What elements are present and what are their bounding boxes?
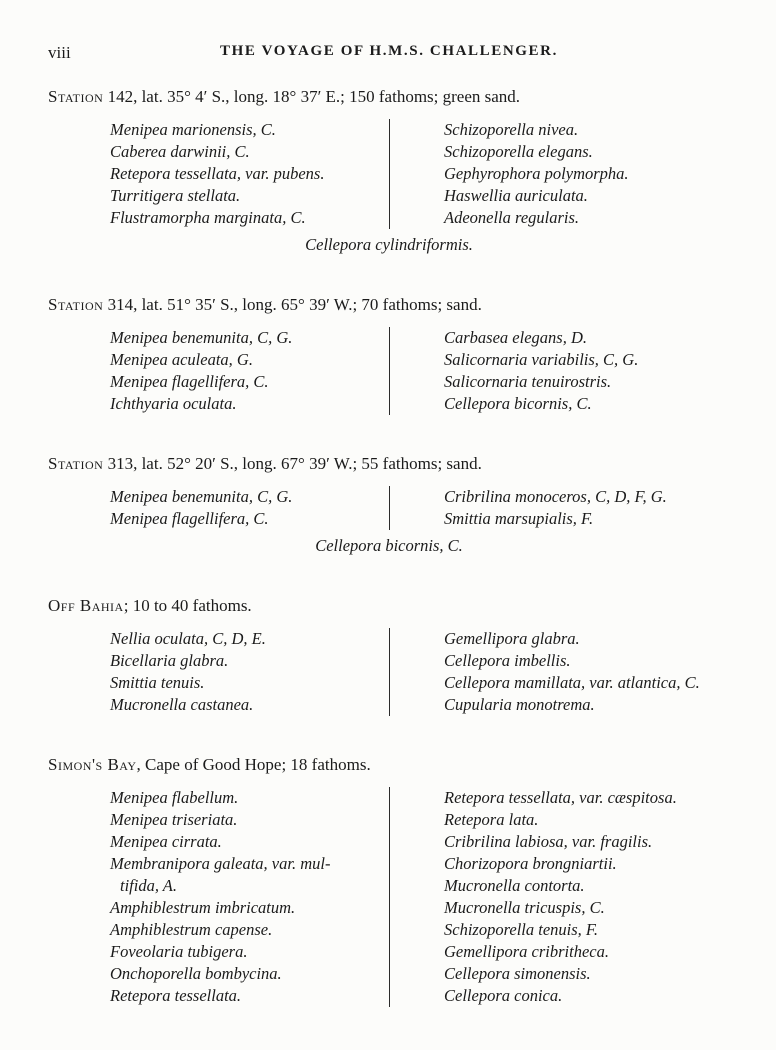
species-line: Cellepora simonensis.: [444, 964, 591, 983]
species-item: [110, 327, 389, 349]
section-heading: [48, 453, 730, 475]
species-item: [110, 672, 389, 694]
species-line: Gemellipora cribritheca.: [444, 942, 609, 961]
species-line: Membranipora galeata, var. mul-: [110, 854, 331, 873]
species-item: [444, 694, 730, 716]
species-line: Haswellia auriculata.: [444, 186, 588, 205]
species-line: Bicellaria glabra.: [110, 651, 229, 670]
species-line: Turritigera stellata.: [110, 186, 241, 205]
species-column-left: [48, 628, 389, 716]
species-item: [110, 853, 389, 897]
species-line: Salicornaria variabilis, C, G.: [444, 350, 639, 369]
species-line: Ichthyaria oculata.: [110, 394, 237, 413]
section-heading: [48, 595, 730, 617]
species-item: [110, 650, 389, 672]
species-item: [110, 919, 389, 941]
section-heading: [48, 294, 730, 316]
species-column-left: [48, 486, 389, 530]
running-title: THE VOYAGE OF H.M.S. CHALLENGER.: [220, 43, 558, 59]
species-column-left: [48, 119, 389, 229]
heading-text: , Cape of Good Hope; 18 fathoms.: [136, 755, 371, 774]
species-item: [444, 809, 730, 831]
section-heading: [48, 86, 730, 108]
species-line: Retepora tessellata, var. pubens.: [110, 164, 325, 183]
species-line: Mucronella tricuspis, C.: [444, 898, 605, 917]
species-item: [444, 853, 730, 875]
species-line: Menipea aculeata, G.: [110, 350, 253, 369]
heading-smallcaps: Off Bahia: [48, 596, 124, 615]
species-line: Onchoporella bombycina.: [110, 964, 282, 983]
species-column-right: [390, 486, 730, 530]
species-line: Retepora tessellata.: [110, 986, 242, 1005]
heading-smallcaps: Station: [48, 87, 104, 106]
species-columns: [48, 119, 730, 229]
heading-smallcaps: Station: [48, 454, 104, 473]
centered-species: Cellepora bicornis, C.: [315, 536, 463, 555]
species-item: [444, 163, 730, 185]
species-columns: [48, 327, 730, 415]
heading-text: 142, lat. 35° 4′ S., long. 18° 37′ E.; 150 fathoms; green sand.: [103, 87, 521, 106]
page-header: [48, 42, 730, 64]
species-item: [110, 393, 389, 415]
species-item: [444, 207, 730, 229]
species-item: [110, 371, 389, 393]
species-line: Gephyrophora polymorpha.: [444, 164, 629, 183]
species-line: Flustramorpha marginata, C.: [110, 208, 306, 227]
species-columns: [48, 787, 730, 1007]
species-item: [444, 628, 730, 650]
species-column-right: [390, 327, 730, 415]
species-line: Menipea benemunita, C, G.: [110, 487, 293, 506]
heading-text: ; 10 to 40 fathoms.: [123, 596, 252, 615]
species-item: [444, 897, 730, 919]
species-column-right: [390, 628, 730, 716]
species-line: Carbasea elegans, D.: [444, 328, 587, 347]
species-item: [110, 941, 389, 963]
species-item: [110, 486, 389, 508]
centered-species: Cellepora cylindriformis.: [305, 235, 473, 254]
species-item: [444, 119, 730, 141]
station-section: [48, 294, 730, 415]
species-line: Schizoporella elegans.: [444, 142, 593, 161]
species-item: [444, 486, 730, 508]
species-line: Schizoporella nivea.: [444, 120, 579, 139]
species-line: Chorizopora brongniartii.: [444, 854, 617, 873]
species-column-left: [48, 787, 389, 1007]
species-item: [110, 163, 389, 185]
species-line: Cupularia monotrema.: [444, 695, 595, 714]
species-item: [110, 831, 389, 853]
species-line: Schizoporella tenuis, F.: [444, 920, 598, 939]
species-item: [444, 672, 730, 694]
species-item: [110, 185, 389, 207]
species-item: [444, 185, 730, 207]
species-item: [110, 141, 389, 163]
species-line: Gemellipora glabra.: [444, 629, 580, 648]
sections-container: [48, 86, 730, 1007]
species-line: Cribrilina labiosa, var. fragilis.: [444, 832, 653, 851]
species-item: [110, 985, 389, 1007]
species-item: [444, 371, 730, 393]
species-column-right: [390, 119, 730, 229]
species-line: tifida, A.: [120, 876, 177, 895]
species-item: [110, 809, 389, 831]
species-item: [110, 897, 389, 919]
species-item: [110, 787, 389, 809]
species-line: Menipea benemunita, C, G.: [110, 328, 293, 347]
species-item: [444, 985, 730, 1007]
species-item: [110, 628, 389, 650]
heading-smallcaps: Station: [48, 295, 104, 314]
species-line: Smittia marsupialis, F.: [444, 509, 594, 528]
species-columns: [48, 628, 730, 716]
species-line: Nellia oculata, C, D, E.: [110, 629, 266, 648]
species-item: [444, 941, 730, 963]
species-line: Menipea cirrata.: [110, 832, 222, 851]
species-item: [444, 919, 730, 941]
species-line: Cribrilina monoceros, C, D, F, G.: [444, 487, 667, 506]
species-item: [444, 141, 730, 163]
species-item: [444, 875, 730, 897]
species-item: [444, 508, 730, 530]
page-number: viii: [48, 43, 71, 62]
station-section: [48, 595, 730, 716]
heading-smallcaps: Simon's Bay: [48, 755, 137, 774]
species-line: Cellepora imbellis.: [444, 651, 571, 670]
heading-text: 313, lat. 52° 20′ S., long. 67° 39′ W.; 55 fathoms; sand.: [103, 454, 482, 473]
species-line: Mucronella castanea.: [110, 695, 254, 714]
species-item: [110, 963, 389, 985]
species-item: [110, 119, 389, 141]
species-item: [110, 508, 389, 530]
species-line: Smittia tenuis.: [110, 673, 205, 692]
heading-text: 314, lat. 51° 35′ S., long. 65° 39′ W.; 70 fathoms; sand.: [103, 295, 482, 314]
species-line: Menipea marionensis, C.: [110, 120, 276, 139]
station-section: [48, 86, 730, 256]
species-line: Foveolaria tubigera.: [110, 942, 248, 961]
species-columns: [48, 486, 730, 530]
species-line: Cellepora conica.: [444, 986, 563, 1005]
species-line: Menipea triseriata.: [110, 810, 238, 829]
species-item: [110, 207, 389, 229]
species-item: [110, 694, 389, 716]
species-line: Salicornaria tenuirostris.: [444, 372, 612, 391]
species-line: Menipea flagellifera, C.: [110, 509, 269, 528]
species-item: [444, 327, 730, 349]
species-line: Cellepora bicornis, C.: [444, 394, 592, 413]
species-item: [444, 650, 730, 672]
species-column-left: [48, 327, 389, 415]
species-line: Retepora lata.: [444, 810, 539, 829]
species-item: [444, 393, 730, 415]
species-line: Amphiblestrum capense.: [110, 920, 273, 939]
station-section: [48, 754, 730, 1007]
species-line: Menipea flagellifera, C.: [110, 372, 269, 391]
species-item: [444, 787, 730, 809]
species-line: Caberea darwinii, C.: [110, 142, 250, 161]
station-section: [48, 453, 730, 557]
species-item: [110, 349, 389, 371]
species-line: Retepora tessellata, var. cæspitosa.: [444, 788, 677, 807]
species-item: [444, 831, 730, 853]
species-item: [444, 963, 730, 985]
species-item: [444, 349, 730, 371]
species-line: Menipea flabellum.: [110, 788, 239, 807]
species-line: Cellepora mamillata, var. atlantica, C.: [444, 673, 700, 692]
species-line: Adeonella regularis.: [444, 208, 580, 227]
species-line: Amphiblestrum imbricatum.: [110, 898, 296, 917]
species-column-right: [390, 787, 730, 1007]
section-heading: [48, 754, 730, 776]
species-line: Mucronella contorta.: [444, 876, 585, 895]
